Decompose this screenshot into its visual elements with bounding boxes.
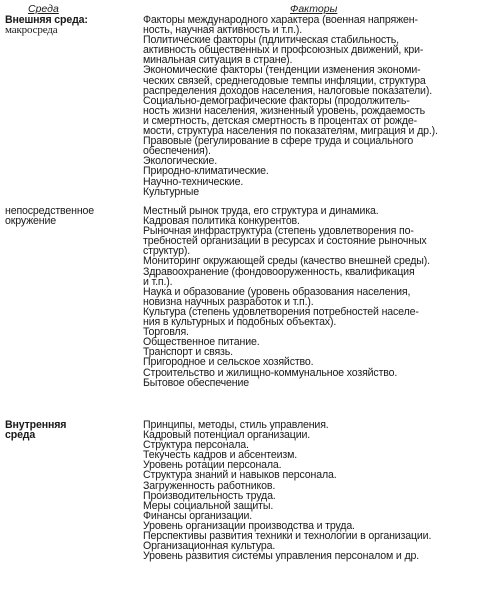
factor-line: Культура (степень удовлетворения потребностей населе- [143, 305, 419, 318]
factor-line: Уровень ротации персонала. [143, 459, 282, 472]
factor-line: Кадровый потенциал организации. [143, 429, 311, 442]
external-environment-label [5, 15, 145, 35]
factor-line: Научно-технические. [143, 175, 244, 188]
factor-line: Торговля. [143, 326, 189, 339]
factor-line: Общественное питание. [143, 336, 260, 349]
factor-line: обеспечения). [143, 145, 211, 158]
factor-line: Наука и образование (уровень образования населения, [143, 285, 411, 298]
factor-line: Мониторинг окружающей среды (качество внешней среды). [143, 255, 430, 268]
factor-line: Производительность труда. [143, 489, 276, 502]
factor-line: минальная ситуация в стране). [143, 54, 293, 67]
factor-line: Кадровая политика конкурентов. [143, 215, 300, 228]
factor-line: ческих связей, среднегодовые темпы инфляции, структура [143, 74, 426, 87]
factor-line: требностей организации в ресурсах и состояние рыночных [143, 235, 427, 248]
external-subtitle: макросреда [5, 24, 58, 37]
factor-line: Строительство и жилищно-коммунальное хозяйство. [143, 366, 398, 379]
factor-line: Транспорт и связь. [143, 346, 233, 359]
factor-line: активность общественных и профсоюзных движений, кри- [143, 44, 424, 57]
factor-line: Правовые (регулирование в сфере труда и социального [143, 135, 414, 148]
internal-environment-label [5, 420, 145, 440]
immediate-title-line2: окружение [5, 215, 57, 228]
factor-line: структур). [143, 245, 190, 258]
factor-line: Пригородное и сельское хозяйство. [143, 356, 314, 369]
immediate-title-line1: непосредственное [5, 205, 95, 217]
column-header-environment: Среда [28, 3, 59, 15]
factor-line: Структура персонала. [143, 439, 249, 452]
factor-line: Организационная культура. [143, 540, 276, 553]
factor-line: Бытовое обеспечение [143, 376, 249, 389]
factor-line: распределения доходов населения, налоговые показатели). [143, 84, 432, 97]
factor-line: Перспективы развития техники и технологии в организации. [143, 530, 432, 543]
factor-line: Политические факторы (пдлитическая стабильность, [143, 34, 399, 47]
factor-line: Социально-демографические факторы (продолжитель- [143, 94, 410, 107]
factor-line: Структура знаний и навыков персонала. [143, 469, 337, 482]
factor-line: ность жизни населения, жизненный уровень, рождаемость [143, 104, 425, 117]
factor-line: Местный рынок труда, его структура и динамика. [143, 205, 379, 217]
factor-line: Рыночная инфраструктура (степень удовлетворения по- [143, 225, 414, 238]
factor-line: Экологические. [143, 155, 217, 168]
factor-line: ния в культурных и подобных объектах). [143, 316, 337, 329]
immediate-factors-list [143, 206, 499, 388]
factor-line: Экономические факторы (тенденции изменения экономи- [143, 64, 421, 77]
internal-title-line2: среда [5, 429, 36, 442]
external-title: Внешняя среда: [5, 14, 88, 26]
column-header-factors: Факторы [290, 3, 338, 15]
factor-line: Загруженность работников. [143, 479, 276, 492]
factor-line: мости, структура населения по показателям, миграция и др.). [143, 125, 438, 138]
factor-line: Меры социальной защиты. [143, 499, 274, 512]
external-factors-list [143, 15, 499, 197]
factor-line: и смертность, детская смертность в процентах от рожде- [143, 114, 418, 127]
factor-line: Текучесть кадров и абсентеизм. [143, 449, 298, 462]
factor-line: Принципы, методы, стиль управления. [143, 419, 329, 431]
factor-line: и т.п.). [143, 275, 173, 288]
internal-title-line1: Внутренняя [5, 419, 67, 431]
factor-line: Факторы международного характера (военная напряжен- [143, 14, 418, 26]
factor-line: Природно-климатические. [143, 165, 269, 178]
factor-line: Культурные [143, 185, 200, 198]
factor-line: Финансы организации. [143, 509, 253, 522]
internal-factors-list [143, 420, 499, 561]
factor-line: новизна научных разработок и т.п.). [143, 295, 314, 308]
factor-line: ность, научная активность и т.п.). [143, 24, 303, 37]
immediate-environment-label [5, 206, 145, 226]
factor-line: Уровень развития системы управления персоналом и др. [143, 550, 420, 563]
factor-line: Уровень организации производства и труда. [143, 519, 355, 532]
factor-line: Здравоохранение (фондовооруженность, квалификация [143, 265, 415, 278]
